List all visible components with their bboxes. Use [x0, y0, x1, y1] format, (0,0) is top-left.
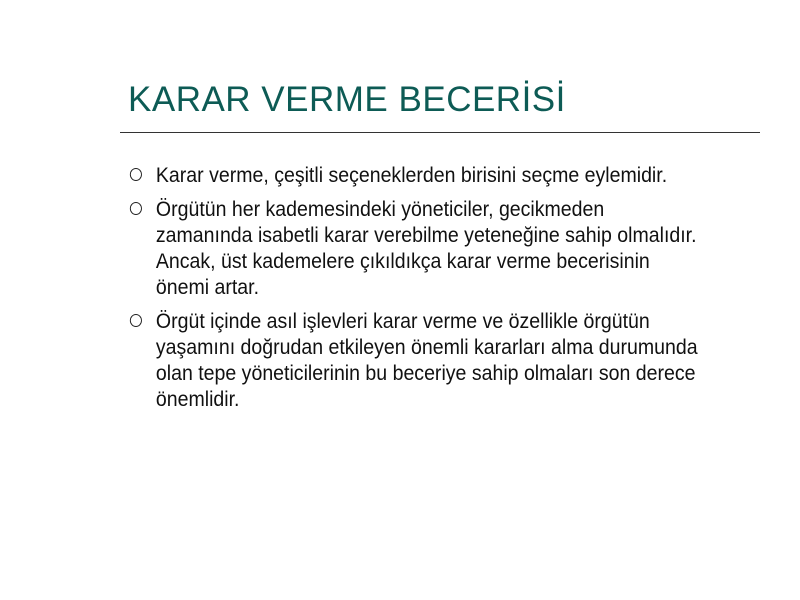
bullet-item	[128, 163, 705, 189]
bullet-item	[128, 197, 705, 301]
bullet-text: Örgüt içinde asıl işlevleri karar verme ve özellikle örgütün yaşamını doğrudan etkileyen önemli kararları alma durumunda olan tepe yöneticilerinin bu beceriye sahip olmaları son derece önemlidir.	[155, 310, 698, 411]
title-divider	[120, 132, 760, 133]
bullet-list	[128, 163, 748, 421]
slide-title: KARAR VERME BECERİSİ	[128, 80, 566, 119]
hollow-circle-bullet-icon	[130, 314, 142, 327]
bullet-item	[128, 309, 705, 413]
hollow-circle-bullet-icon	[130, 168, 142, 181]
bullet-text: Örgütün her kademesindeki yöneticiler, gecikmeden zamanında isabetli karar verebilme yeteneğine sahip olmalıdır. Ancak, üst kademelere çıkıldıkça karar verme becerisinin önemi artar.	[155, 198, 697, 299]
hollow-circle-bullet-icon	[130, 202, 142, 215]
bullet-text: Karar verme, çeşitli seçeneklerden birisini seçme eylemidir.	[155, 164, 668, 187]
